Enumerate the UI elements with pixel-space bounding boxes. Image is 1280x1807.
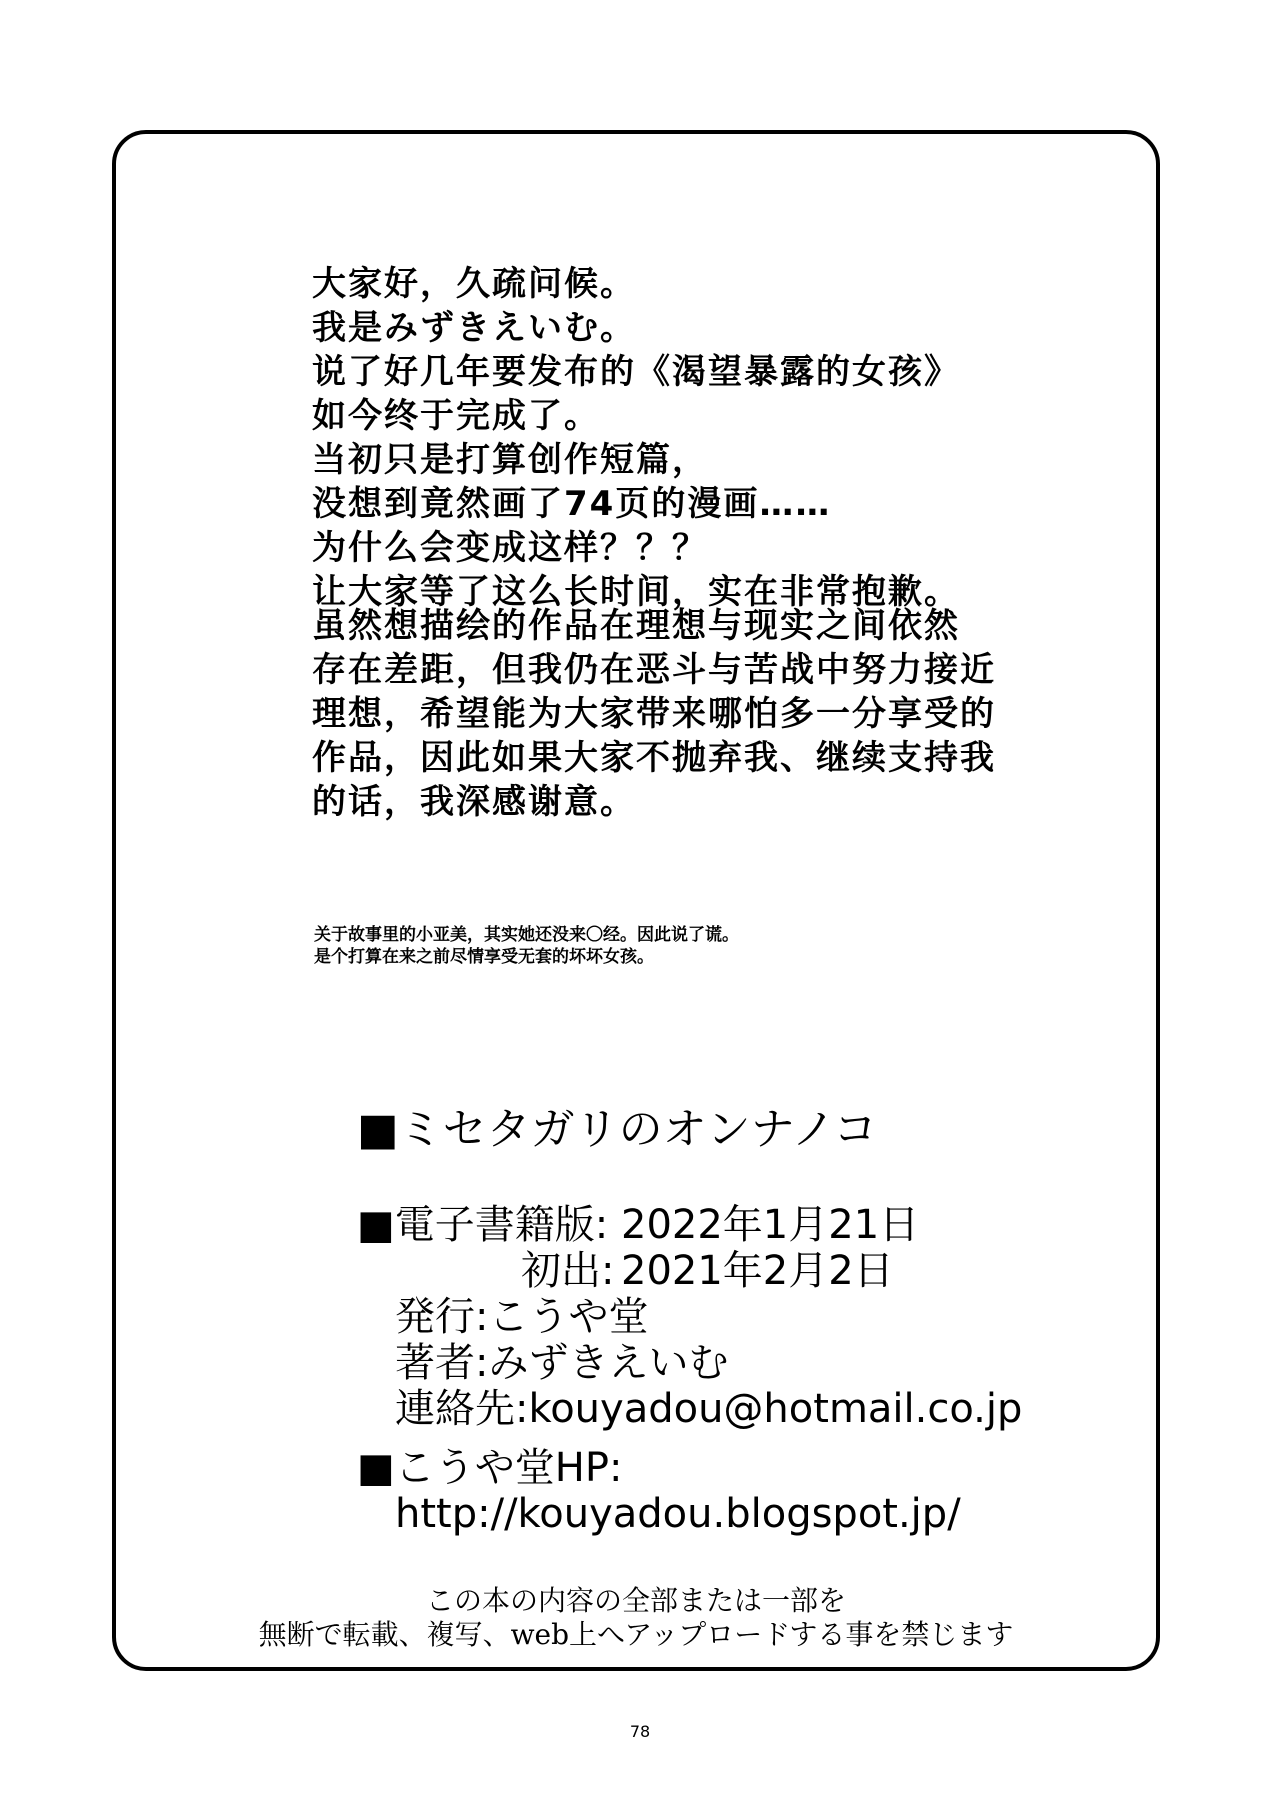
- publisher: 発行:こうや堂: [395, 1294, 649, 1340]
- notice-line: 無断で転載、複写、web上へアップロードする事を禁じます: [258, 1618, 1014, 1651]
- greeting-line: 说了好几年要发布的《渴望暴露的女孩》: [312, 352, 960, 392]
- ebook-label: ■電子書籍版:: [357, 1202, 609, 1248]
- first-edition-date: 2021年2月2日: [621, 1248, 894, 1294]
- contact-email: 連絡先:kouyadou@hotmail.co.jp: [395, 1386, 1023, 1432]
- note-line: 是个打算在来之前尽情享受无套的坏坏女孩。: [314, 947, 654, 967]
- wish-line: 作品，因此如果大家不抛弃我、继续支持我: [312, 738, 996, 778]
- book-title: ■ミセタガリのオンナノコ: [357, 1104, 878, 1155]
- homepage-section: [357, 1445, 961, 1537]
- wish-line: 理想，希望能为大家带来哪怕多一分享受的: [312, 694, 996, 734]
- author: 著者:みずきえいむ: [395, 1340, 729, 1386]
- wish-message: [312, 604, 996, 824]
- copyright-notice: [112, 1584, 1160, 1652]
- greeting-line: 没想到竟然画了74页的漫画……: [312, 484, 832, 524]
- greeting-message: [312, 262, 960, 614]
- wish-line: 存在差距，但我仍在恶斗与苦战中努力接近: [312, 650, 996, 690]
- notice-line: この本の内容の全部または一部を: [425, 1584, 846, 1617]
- greeting-line: 让大家等了这么长时间，实在非常抱歉。: [312, 572, 960, 612]
- wish-line: 虽然想描绘的作品在理想与现实之间依然: [312, 606, 960, 646]
- note-line: 关于故事里的小亚美，其实她还没来〇经。因此说了谎。: [314, 925, 739, 945]
- first-edition-label: 初出:: [521, 1248, 615, 1294]
- greeting-line: 如今终于完成了。: [312, 396, 600, 436]
- greeting-line: 当初只是打算创作短篇，: [312, 440, 708, 480]
- homepage-label: ■こうや堂HP:: [357, 1445, 623, 1491]
- wish-line: 的话，我深感谢意。: [312, 782, 636, 822]
- greeting-line: 我是みずきえいむ。: [312, 308, 636, 348]
- homepage-url: http://kouyadou.blogspot.jp/: [395, 1491, 961, 1537]
- greeting-line: 为什么会变成这样？？？: [312, 528, 708, 568]
- ebook-date: 2022年1月21日: [621, 1202, 920, 1248]
- page-number: 78: [629, 1722, 651, 1741]
- story-note: [314, 924, 739, 968]
- greeting-line: 大家好，久疏问候。: [312, 264, 636, 304]
